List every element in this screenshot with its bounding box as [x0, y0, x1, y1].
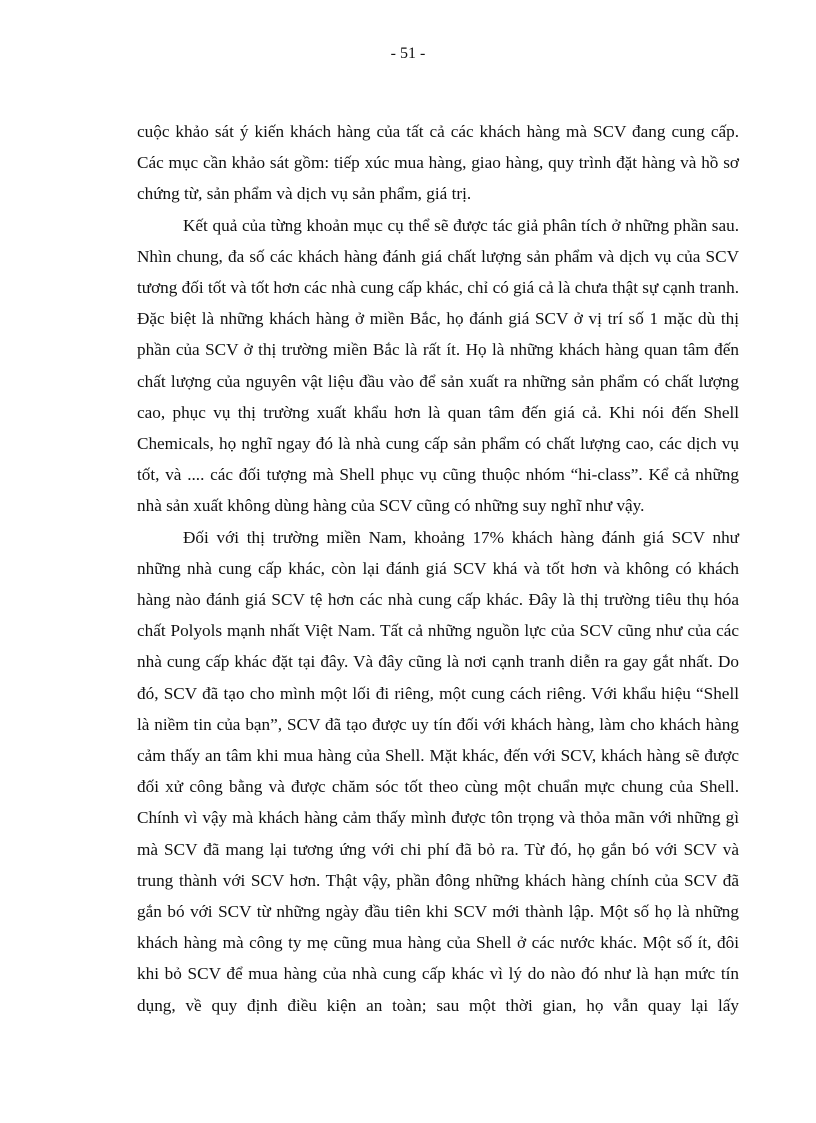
page-number: - 51 - [390, 45, 426, 62]
paragraph-southern-market: Đối với thị trường miền Nam, khoảng 17% khách hàng đánh giá SCV như những nhà cung cấp khác, còn lại đánh giá SCV khá và tốt hơn và không có khách hàng nào đánh giá SCV tệ hơn các nhà cung cấp khác. Đây là thị trường tiêu thụ hóa chất Polyols mạnh nhất Việt Nam. Tất cả những nguồn lực của SCV cũng như của các nhà cung cấp khác đặt tại đây. Và đây cũng là nơi cạnh tranh diễn ra gay gắt nhất. Do đó, SCV đã tạo cho mình một lối đi riêng, một cung cách riêng. Với khẩu hiệu “Shell là niềm tin của bạn”, SCV đã tạo được uy tín đối với khách hàng, làm cho khách hàng cảm thấy an tâm khi mua hàng của Shell. Mặt khác, đến với SCV, khách hàng sẽ được đối xử công bằng và được chăm sóc tốt theo cùng một chuẩn mực chung của Shell. Chính vì vậy mà khách hàng cảm thấy mình được tôn trọng và thỏa mãn với những gì mà SCV đã mang lại tương ứng với chi phí đã bỏ ra. Từ đó, họ gắn bó với SCV và trung thành với SCV hơn. Thật vậy, phần đông những khách hàng chính của SCV đã gắn bó với SCV từ những ngày đầu tiên khi SCV mới thành lập. Một số họ là những khách hàng mà công ty mẹ cũng mua hàng của Shell ở các nước khác. Một số ít, đôi khi bỏ SCV để mua hàng của nhà cung cấp khác vì lý do nào đó như là hạn mức tín dụng, về quy định điều kiện an toàn; sau một thời gian, họ vẫn quay lại lấy [137, 527, 739, 1015]
paragraph-results: Kết quả của từng khoản mục cụ thể sẽ được tác giả phân tích ở những phần sau. Nhìn chung, đa số các khách hàng đánh giá chất lượng sản phẩm và dịch vụ của SCV tương đối tốt và tốt hơn các nhà cung cấp khác, chỉ có giá cả là chưa thật sự cạnh tranh. Đặc biệt là những khách hàng ở miền Bắc, họ đánh giá SCV ở vị trí số 1 mặc dù thị phần của SCV ở thị trường miền Bắc là rất ít. Họ là những khách hàng quan tâm đến chất lượng của nguyên vật liệu đầu vào để sản xuất ra những sản phẩm có chất lượng cao, phục vụ thị trường xuất khẩu hơn là quan tâm đến giá cả. Khi nói đến Shell Chemicals, họ nghĩ ngay đó là nhà cung cấp sản phẩm có chất lượng cao, các dịch vụ tốt, và .... các đối tượng mà Shell phục vụ cũng thuộc nhóm “hi-class”. Kể cả những nhà sản xuất không dùng hàng của SCV cũng có những suy nghĩ như vậy. [137, 215, 739, 516]
body-text [137, 116, 739, 1021]
paragraph-intro: cuộc khảo sát ý kiến khách hàng của tất cả các khách hàng mà SCV đang cung cấp. Các mục cần khảo sát gồm: tiếp xúc mua hàng, giao hàng, quy trình đặt hàng và hồ sơ chứng từ, sản phẩm và dịch vụ sản phẩm, giá trị. [137, 122, 739, 204]
